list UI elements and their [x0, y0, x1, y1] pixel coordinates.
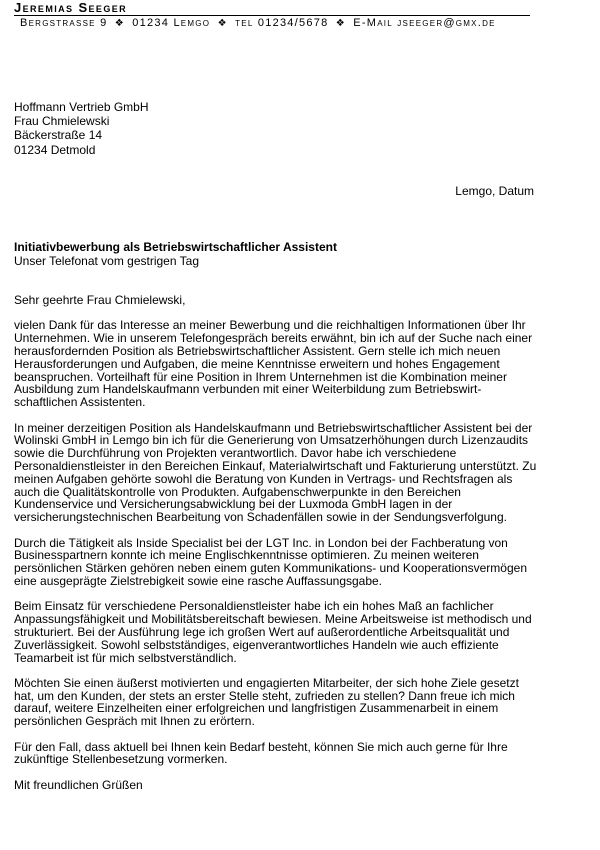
- separator-ornament-icon: ❖: [114, 18, 125, 29]
- closing: Mit freundlichen Grüßen: [14, 777, 143, 792]
- recipient-city: 01234 Detmold: [14, 142, 96, 157]
- body-paragraph: Durch die Tätigkeit als Inside Specialist bei der LGT Inc. in London bei der Fachberatung von Businesspartnern konnte ich meine Englischkenntnisse optimieren. Zu meinen weiteren persönlichen Stärken gehören neben einem guten Kommunikations- und Kooperationsvermögen eine ausgeprägte Zielstrebigkeit sowie eine rasche Auffassungsgabe.: [14, 535, 527, 588]
- body-paragraph: Möchten Sie einen äußerst motivierten und engagierten Mitarbeiter, der sich hohe Ziele gesetzt hat, um den Kunden, der stets an erster Stelle steht, zufrieden zu stellen? Dann freue ich mich darauf, weitere Einzelheiten einer erfolgreichen und langfristigen Zusammenarbeit in einem persönlichen Gespräch mit Ihnen zu erörtern.: [14, 675, 519, 729]
- subject-title: Initiativbewerbung als Betriebswirtschaftlicher Assistent: [14, 240, 337, 254]
- sender-contact-line: [20, 16, 496, 31]
- recipient-contact: Frau Chmielewski: [14, 114, 110, 129]
- separator-ornament-icon: ❖: [335, 18, 346, 29]
- sender-city: 01234 Lemgo: [132, 17, 211, 29]
- body-paragraph: Für den Fall, dass aktuell bei Ihnen kein Bedarf besteht, können Sie mich auch gerne für Ihre zukünftige Stellenbesetzung vormerken.: [14, 739, 508, 767]
- subject-reference: Unser Telefonat vom gestrigen Tag: [14, 254, 199, 269]
- recipient-street: Bäckerstraße 14: [14, 128, 103, 143]
- place-date: Lemgo, Datum: [455, 184, 534, 198]
- sender-street: Bergstrasse 9: [20, 17, 108, 29]
- body-paragraph: Beim Einsatz für verschiedene Personaldienstleister habe ich ein hohes Maß an fachlicher Anpassungsfähigkeit und Mobilitätsbereitschaft bewiesen. Meine Arbeitsweise ist methodisch und strukturiert. Bei der Ausführung lege ich großen Wert auf außerordentliche Arbeitsqualität und Zuverlässigkeit. Sowohl selbstständiges, eigenverantwortliches Handeln wie auch effiziente Teamarbeit ist für mich selbstverständlich.: [14, 599, 532, 665]
- sender-phone: tel 01234/5678: [235, 17, 329, 29]
- salutation: Sehr geehrte Frau Chmielewski,: [14, 293, 186, 307]
- subject-block: [14, 240, 337, 268]
- recipient-company: Hoffmann Vertrieb GmbH: [14, 100, 149, 114]
- separator-ornament-icon: ❖: [217, 18, 228, 29]
- recipient-address: [14, 100, 149, 157]
- sender-name: Jeremias Seeger: [14, 0, 128, 15]
- body-paragraph: In meiner derzeitigen Position als Handelskaufmann und Betriebswirtschaftlicher Assistent bei der Wolinski GmbH in Lemgo bin ich für die Generierung von Umsatzerhöhungen durch Lizenzaudits sowie die Durchführung von Projekten verantwortlich. Davor habe ich verschiedene Personaldienstleister in den Bereichen Einkauf, Materialwirtschaft und Fakturierung unterstützt. Zu meinen Aufgaben gehörte sowohl die Beratung von Kunden in Vertrags- und Rechtsfragen als auch die Qualitätskontrolle von Produkten. Aufgabenschwerpunkte in den Bereichen Kundenservice und Versicherungsabwicklung bei der Luxmoda GmbH lagen in der versicherungstechnischen Bearbeitung von Schadenfällen sowie in der Sendungsverfolgung.: [14, 420, 537, 525]
- body-paragraph: vielen Dank für das Interesse an meiner Bewerbung und die reichhaltigen Informationen über Ihr Unternehmen. Wie in unserem Telefongespräch bereits erwähnt, bin ich auf der Suche nach einer herausfordernden Position als Betriebswirtschaftlicher Assistent. Gern stelle ich mich neuen Herausforderungen und Aufgaben, die meine Kenntnisse erweitern und hohes Engagement beanspruchen. Vorteilhaft für eine Position in Ihrem Unternehmen ist die Kombination meiner Ausbildung zum Handelskaufmann verbunden mit einer Weiterbildung zum Betriebswirt-schaftlichen Assistenten.: [14, 318, 533, 410]
- sender-email: E-Mail jseeger@gmx.de: [353, 17, 496, 29]
- letter-body: [14, 294, 538, 804]
